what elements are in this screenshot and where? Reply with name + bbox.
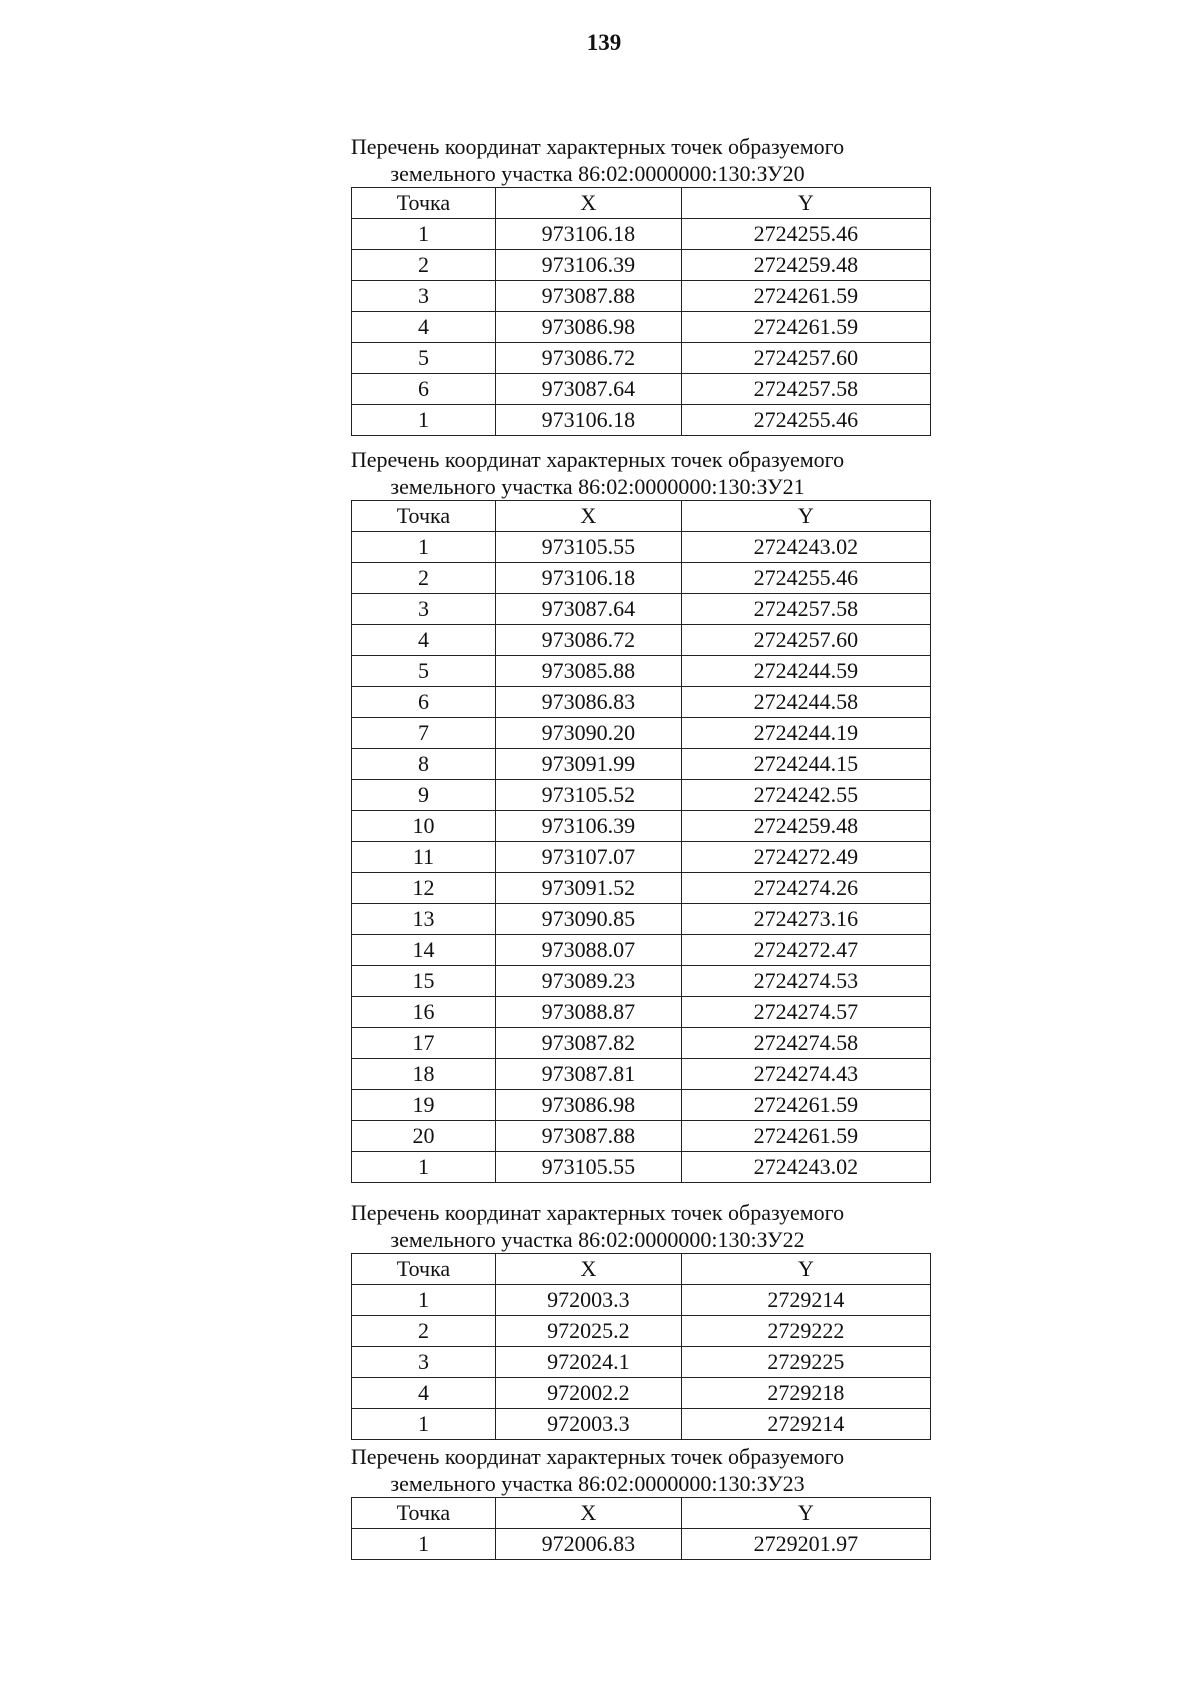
section-zu21 <box>0 446 1200 1183</box>
cell-x-coordinate: 973088.87 <box>495 997 681 1028</box>
table-row <box>352 1121 931 1152</box>
table-row <box>352 563 931 594</box>
column-header-x: X <box>496 1254 682 1285</box>
cell-point-number: 1 <box>352 219 496 250</box>
table-row <box>352 656 931 687</box>
cell-x-coordinate: 972003.3 <box>496 1409 682 1440</box>
cell-x-coordinate: 972003.3 <box>496 1285 682 1316</box>
cell-point-number: 8 <box>352 749 496 780</box>
caption-line-2: земельного участка 86:02:0000000:130:ЗУ21 <box>390 474 805 499</box>
section-zu23 <box>0 1443 1200 1560</box>
section-zu22 <box>0 1199 1200 1440</box>
table-row <box>352 343 931 374</box>
cell-y-coordinate: 2724274.26 <box>681 873 930 904</box>
cell-y-coordinate: 2729214 <box>681 1409 930 1440</box>
table-row <box>352 1028 931 1059</box>
cell-y-coordinate: 2724272.47 <box>681 935 930 966</box>
cell-x-coordinate: 973086.72 <box>495 625 681 656</box>
cell-y-coordinate: 2724244.59 <box>681 656 930 687</box>
cell-point-number: 12 <box>352 873 496 904</box>
cell-x-coordinate: 973105.55 <box>495 1152 681 1183</box>
cell-point-number: 1 <box>352 405 496 436</box>
cell-point-number: 19 <box>352 1090 496 1121</box>
table-header-row <box>352 1254 931 1285</box>
table-row <box>352 935 931 966</box>
cell-point-number: 2 <box>352 563 496 594</box>
table-row <box>352 281 931 312</box>
cell-y-coordinate: 2724259.48 <box>681 250 930 281</box>
cell-point-number: 13 <box>352 904 496 935</box>
cell-point-number: 4 <box>352 625 496 656</box>
table-row <box>352 1059 931 1090</box>
column-header-x: X <box>495 188 681 219</box>
table-row <box>352 625 931 656</box>
section-caption <box>0 446 1200 500</box>
cell-y-coordinate: 2724255.46 <box>681 563 930 594</box>
table-row <box>352 1285 931 1316</box>
cell-y-coordinate: 2724255.46 <box>681 405 930 436</box>
caption-line-2: земельного участка 86:02:0000000:130:ЗУ23 <box>390 1471 805 1496</box>
table-row <box>352 966 931 997</box>
cell-y-coordinate: 2724242.55 <box>681 780 930 811</box>
coordinates-table <box>351 1497 931 1560</box>
cell-point-number: 9 <box>352 780 496 811</box>
cell-x-coordinate: 973090.85 <box>495 904 681 935</box>
column-header-y: Y <box>681 1498 930 1529</box>
cell-y-coordinate: 2724244.58 <box>681 687 930 718</box>
section-caption <box>0 1199 1200 1253</box>
cell-x-coordinate: 973106.18 <box>495 405 681 436</box>
caption-line-2: земельного участка 86:02:0000000:130:ЗУ22 <box>390 1227 805 1252</box>
column-header-y: Y <box>681 188 930 219</box>
caption-line-1: Перечень координат характерных точек образуемого <box>350 1200 845 1225</box>
table-row <box>352 1409 931 1440</box>
table-header-row <box>352 188 931 219</box>
table-header-row <box>352 1498 931 1529</box>
cell-x-coordinate: 973087.64 <box>495 594 681 625</box>
table-row <box>352 780 931 811</box>
cell-point-number: 1 <box>352 532 496 563</box>
cell-point-number: 5 <box>352 656 496 687</box>
cell-x-coordinate: 973087.88 <box>495 1121 681 1152</box>
column-header-point: Точка <box>352 1254 496 1285</box>
table-row <box>352 687 931 718</box>
cell-y-coordinate: 2729201.97 <box>681 1529 930 1560</box>
cell-point-number: 3 <box>352 1347 496 1378</box>
table-row <box>352 532 931 563</box>
section-caption <box>0 133 1200 187</box>
cell-y-coordinate: 2724244.15 <box>681 749 930 780</box>
cell-point-number: 3 <box>352 594 496 625</box>
cell-x-coordinate: 973087.82 <box>495 1028 681 1059</box>
table-row <box>352 312 931 343</box>
cell-y-coordinate: 2724243.02 <box>681 1152 930 1183</box>
cell-x-coordinate: 973087.64 <box>495 374 681 405</box>
column-header-y: Y <box>681 501 930 532</box>
cell-x-coordinate: 973106.39 <box>495 811 681 842</box>
section-zu20 <box>0 133 1200 436</box>
cell-y-coordinate: 2724243.02 <box>681 532 930 563</box>
caption-line-2: земельного участка 86:02:0000000:130:ЗУ20 <box>390 161 805 186</box>
cell-y-coordinate: 2724255.46 <box>681 219 930 250</box>
cell-point-number: 1 <box>352 1152 496 1183</box>
table-row <box>352 997 931 1028</box>
cell-point-number: 11 <box>352 842 496 873</box>
table-row <box>352 718 931 749</box>
cell-x-coordinate: 973106.18 <box>495 563 681 594</box>
table-row <box>352 1316 931 1347</box>
cell-point-number: 3 <box>352 281 496 312</box>
cell-x-coordinate: 973087.81 <box>495 1059 681 1090</box>
cell-x-coordinate: 972002.2 <box>496 1378 682 1409</box>
table-row <box>352 219 931 250</box>
cell-y-coordinate: 2729214 <box>681 1285 930 1316</box>
cell-x-coordinate: 973107.07 <box>495 842 681 873</box>
column-header-point: Точка <box>352 501 496 532</box>
cell-y-coordinate: 2724274.53 <box>681 966 930 997</box>
table-row <box>352 749 931 780</box>
cell-x-coordinate: 973089.23 <box>495 966 681 997</box>
cell-point-number: 2 <box>352 250 496 281</box>
caption-line-1: Перечень координат характерных точек образуемого <box>350 447 845 472</box>
cell-point-number: 1 <box>352 1409 496 1440</box>
table-row <box>352 873 931 904</box>
table-row <box>352 1090 931 1121</box>
cell-point-number: 6 <box>352 374 496 405</box>
cell-x-coordinate: 972024.1 <box>496 1347 682 1378</box>
table-row <box>352 842 931 873</box>
column-header-x: X <box>495 501 681 532</box>
cell-y-coordinate: 2724257.58 <box>681 594 930 625</box>
cell-point-number: 7 <box>352 718 496 749</box>
table-row <box>352 811 931 842</box>
table-row <box>352 405 931 436</box>
cell-y-coordinate: 2724274.43 <box>681 1059 930 1090</box>
cell-point-number: 16 <box>352 997 496 1028</box>
cell-point-number: 18 <box>352 1059 496 1090</box>
cell-x-coordinate: 973106.18 <box>495 219 681 250</box>
table-header-row <box>352 501 931 532</box>
table-row <box>352 1152 931 1183</box>
cell-y-coordinate: 2724261.59 <box>681 281 930 312</box>
cell-x-coordinate: 973088.07 <box>495 935 681 966</box>
column-header-x: X <box>495 1498 681 1529</box>
cell-x-coordinate: 972006.83 <box>495 1529 681 1560</box>
cell-y-coordinate: 2724257.60 <box>681 625 930 656</box>
coordinates-table <box>351 1253 931 1440</box>
cell-x-coordinate: 973091.52 <box>495 873 681 904</box>
cell-x-coordinate: 973105.52 <box>495 780 681 811</box>
cell-x-coordinate: 973086.83 <box>495 687 681 718</box>
table-row <box>352 1347 931 1378</box>
section-caption <box>0 1443 1200 1497</box>
column-header-point: Точка <box>352 188 496 219</box>
cell-point-number: 4 <box>352 1378 496 1409</box>
page-number: 139 <box>586 30 622 55</box>
table-row <box>352 904 931 935</box>
cell-x-coordinate: 973091.99 <box>495 749 681 780</box>
table-row <box>352 1529 931 1560</box>
cell-x-coordinate: 973086.98 <box>495 1090 681 1121</box>
cell-point-number: 1 <box>352 1529 496 1560</box>
cell-point-number: 14 <box>352 935 496 966</box>
column-header-point: Точка <box>352 1498 496 1529</box>
cell-point-number: 4 <box>352 312 496 343</box>
cell-point-number: 5 <box>352 343 496 374</box>
cell-point-number: 2 <box>352 1316 496 1347</box>
cell-x-coordinate: 973086.72 <box>495 343 681 374</box>
cell-y-coordinate: 2724259.48 <box>681 811 930 842</box>
cell-y-coordinate: 2724272.49 <box>681 842 930 873</box>
cell-x-coordinate: 973087.88 <box>495 281 681 312</box>
cell-x-coordinate: 973085.88 <box>495 656 681 687</box>
column-header-y: Y <box>681 1254 930 1285</box>
table-row <box>352 374 931 405</box>
cell-x-coordinate: 972025.2 <box>496 1316 682 1347</box>
caption-line-1: Перечень координат характерных точек образуемого <box>350 1444 845 1469</box>
table-row <box>352 250 931 281</box>
cell-x-coordinate: 973086.98 <box>495 312 681 343</box>
coordinates-table <box>351 187 931 436</box>
cell-point-number: 15 <box>352 966 496 997</box>
cell-point-number: 1 <box>352 1285 496 1316</box>
cell-y-coordinate: 2724244.19 <box>681 718 930 749</box>
cell-y-coordinate: 2724274.57 <box>681 997 930 1028</box>
coordinates-table <box>351 500 931 1183</box>
cell-y-coordinate: 2724257.60 <box>681 343 930 374</box>
cell-point-number: 17 <box>352 1028 496 1059</box>
cell-y-coordinate: 2729218 <box>681 1378 930 1409</box>
cell-y-coordinate: 2724261.59 <box>681 1090 930 1121</box>
cell-point-number: 6 <box>352 687 496 718</box>
cell-x-coordinate: 973106.39 <box>495 250 681 281</box>
table-row <box>352 1378 931 1409</box>
table-row <box>352 594 931 625</box>
cell-point-number: 20 <box>352 1121 496 1152</box>
cell-y-coordinate: 2724261.59 <box>681 312 930 343</box>
cell-y-coordinate: 2724257.58 <box>681 374 930 405</box>
caption-line-1: Перечень координат характерных точек образуемого <box>350 134 845 159</box>
cell-y-coordinate: 2724274.58 <box>681 1028 930 1059</box>
cell-x-coordinate: 973105.55 <box>495 532 681 563</box>
cell-point-number: 10 <box>352 811 496 842</box>
cell-y-coordinate: 2724273.16 <box>681 904 930 935</box>
cell-x-coordinate: 973090.20 <box>495 718 681 749</box>
cell-y-coordinate: 2729222 <box>681 1316 930 1347</box>
cell-y-coordinate: 2724261.59 <box>681 1121 930 1152</box>
cell-y-coordinate: 2729225 <box>681 1347 930 1378</box>
